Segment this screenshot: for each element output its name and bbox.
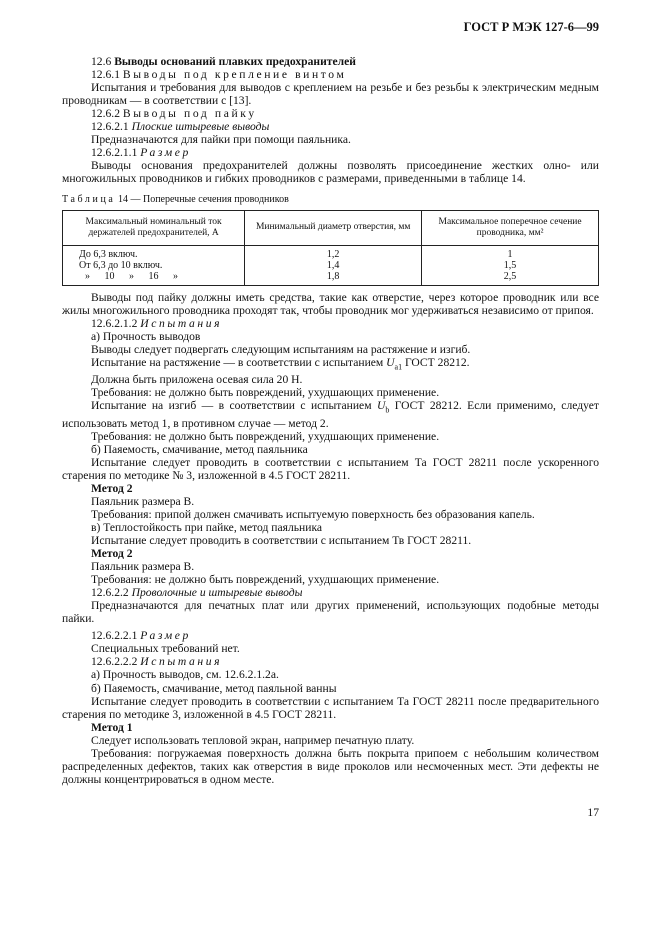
paragraph: Должна быть приложена осевая сила 20 Н. [91,373,303,387]
section-number: 12.6.2.2.1 [91,629,138,643]
requirement: Требования: не должно быть повреждений, ухудшающих применение. [91,429,440,443]
section-title: Размер [140,146,191,160]
symbol-subscript: b [385,405,390,415]
paragraph [62,399,599,429]
section-12-6 [62,55,599,68]
paragraph: Специальных требований нет. [91,642,240,656]
section-12-6-2 [62,107,599,120]
section-number: 12.6.2.2 [91,586,129,600]
section-12-6-2-2-2 [62,655,599,668]
requirement: Требования: погружаемая поверхность должна быть покрыта припоем с небольшим количеством распределенных дефектов, таких как отверстия в виде проколов или несмоченных мест. Эти дефекты не должны концентрироваться в одном месте. [62,746,599,786]
list-item: в) Теплостойкость при пайке, метод паяльника [91,520,323,534]
table-cell-diameter [245,245,422,285]
text-run: ГОСТ 28212. Если применимо, следует использовать метод 1, в противном случае — метод 2. [62,399,599,430]
paragraph: Выводы под пайку должны иметь средства, такие как отверстие, через которое проводник или все жилы многожильного проводника проходят так, чтобы проводник мог удерживаться независимо от припоя. [62,290,599,317]
section-title: Испытания [140,316,223,330]
cell-line: До 6,3 включ. [79,248,138,260]
section-title: Выводы под пайку [122,107,257,121]
table-caption-text: 14 — Поперечные сечения проводников [117,194,289,206]
table-cell-section [422,245,599,285]
cell-line: От 6,3 до 10 включ. [79,259,163,271]
section-title: Испытания [140,655,223,669]
section-number: 12.6 [91,55,112,68]
cell-line: 1,5 [503,259,517,271]
page-content [62,55,599,786]
section-number: 12.6.2.1 [91,120,129,134]
cell-line: 1,8 [326,270,340,282]
section-12-6-2-2 [62,586,599,599]
paragraph: Выводы следует подвергать следующим испытаниям на растяжение и изгиб. [91,342,471,356]
paragraph: Предназначаются для пайки при помощи паяльника. [91,133,351,147]
text-run: Испытание на изгиб — в соответствии с испытанием [91,399,377,413]
list-item: б) Паяемость, смачивание, метод паяльной ванны [91,681,337,695]
paragraph: Следует использовать тепловой экран, например печатную плату. [91,733,415,747]
section-number: 12.6.2.1.1 [91,146,138,160]
section-12-6-2-1 [62,120,599,133]
requirement: Требования: не должно быть повреждений, ухудшающих применение. [91,386,440,400]
text-run: ГОСТ 28212. [402,355,470,369]
table-header-cell: Максимальное поперечное сечение проводника, мм² [422,210,599,245]
section-12-6-2-1-2 [62,317,599,330]
section-title: Выводы оснований плавких предохранителей [114,55,356,68]
paragraph: Испытания и требования для выводов с креплением на резьбе и без резьбы к электрическим медным проводникам — в соответствии с [13]. [62,81,599,108]
text-run: Испытание на растяжение — в соответствии с испытанием [91,355,387,369]
cell-line: 1,4 [326,259,340,271]
table-header-cell: Минимальный диаметр отверстия, мм [245,210,422,245]
section-title: Проволочные и штыревые выводы [131,586,303,600]
paragraph: Предназначаются для печатных плат или других применений, использующих подобные методы пайки. [62,599,599,626]
section-number: 12.6.2 [91,107,120,121]
document-header: ГОСТ Р МЭК 127-6—99 [463,20,599,34]
cell-line: 2,5 [503,270,517,282]
section-12-6-2-1-1 [62,146,599,159]
section-number: 12.6.2.2.2 [91,655,138,669]
requirement: Требования: припой должен смачивать испытуемую поверхность без образования капель. [91,507,535,521]
cell-line: 1,2 [326,248,340,260]
list-item: а) Прочность выводов, см. 12.6.2.1.2а. [91,668,279,682]
method-heading: Метод 2 [91,481,133,495]
method-heading: Метод 2 [91,547,133,561]
conductor-table [62,210,599,286]
table-header-cell: Максимальный номинальный ток держателей предохранителей, А [63,210,245,245]
paragraph: Испытание следует проводить в соответствии с испытанием Та ГОСТ 28211 после предварительного старения по методике 3, изложенной в 4.5 ГОСТ 28211. [62,694,599,721]
paragraph: Испытание следует проводить в соответствии с испытанием Та ГОСТ 28211 после ускоренного старения по методике № 3, изложенной в 4.5 ГОСТ 28211. [62,455,599,482]
table-cell-current [63,245,245,285]
paragraph: Испытание следует проводить в соответствии с испытанием Тв ГОСТ 28211. [91,533,472,547]
method-heading: Метод 1 [91,720,133,734]
cell-line: 1 [507,248,513,260]
section-12-6-1 [62,68,599,81]
section-title: Плоские штыревые выводы [131,120,270,134]
symbol-subscript: a1 [394,362,403,372]
section-title: Выводы под крепление винтом [122,68,347,82]
symbol: U [376,399,386,413]
paragraph: Паяльник размера В. [91,494,195,508]
table-caption [62,193,599,206]
symbol: U [386,355,395,369]
page-number: 17 [587,806,599,819]
section-12-6-2-2-1 [62,629,599,642]
requirement: Требования: не должно быть повреждений, ухудшающих применение. [91,573,440,587]
paragraph [62,356,599,373]
table-row [63,245,599,285]
section-number: 12.6.1 [91,68,120,82]
paragraph: Выводы основания предохранителей должны позволять присоединение жестких олно- или многожильных проводников и гибких проводников с размерами, приведенными в таблице 14. [62,159,599,186]
cell-line: » 10 » 16 » [85,270,178,282]
table-caption-prefix: Таблица [62,194,116,206]
section-title: Размер [140,629,191,643]
section-number: 12.6.2.1.2 [91,316,138,330]
list-item: б) Паяемость, смачивание, метод паяльника [91,442,308,456]
table-header-row [63,210,599,245]
list-item: а) Прочность выводов [91,329,201,343]
paragraph: Паяльник размера В. [91,560,195,574]
